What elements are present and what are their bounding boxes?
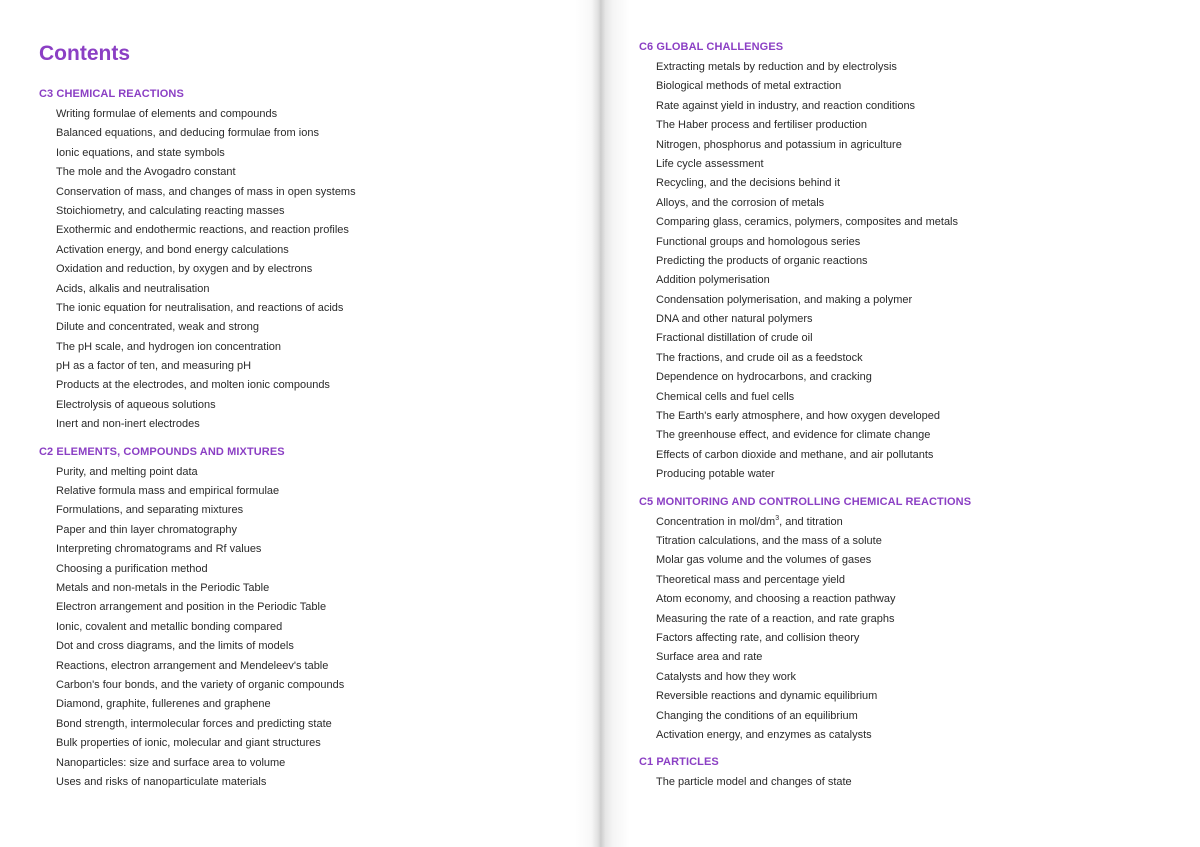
topic-item: Alloys, and the corrosion of metals: [656, 196, 825, 209]
topic-item: Uses and risks of nanoparticulate materials: [56, 775, 267, 788]
topic-list: [639, 58, 1189, 485]
topic-item: Nitrogen, phosphorus and potassium in agriculture: [656, 138, 902, 151]
topic-item: Ionic, covalent and metallic bonding compared: [56, 620, 283, 633]
topic-item: Oxidation and reduction, by oxygen and by electrons: [56, 263, 313, 276]
section-heading: C6 GLOBAL CHALLENGES: [639, 41, 784, 53]
topic-item: Addition polymerisation: [656, 274, 770, 287]
topic-item: Nanoparticles: size and surface area to volume: [56, 756, 286, 769]
topic-item: Dot and cross diagrams, and the limits of models: [56, 640, 294, 653]
topic-list: [39, 463, 579, 793]
topic-item: The greenhouse effect, and evidence for climate change: [656, 429, 931, 442]
section-c5: [639, 494, 1189, 746]
topic-item: Chemical cells and fuel cells: [656, 390, 795, 403]
topic-item: The pH scale, and hydrogen ion concentration: [56, 340, 282, 353]
topic-item: Stoichiometry, and calculating reacting masses: [56, 204, 285, 217]
topic-item: Interpreting chromatograms and Rf values: [56, 543, 262, 556]
topic-item: Conservation of mass, and changes of mass in open systems: [56, 185, 356, 198]
topic-item: Electron arrangement and position in the Periodic Table: [56, 601, 327, 614]
left-sections: [39, 86, 579, 792]
topic-item: Relative formula mass and empirical formulae: [56, 485, 280, 498]
topic-item: DNA and other natural polymers: [656, 313, 813, 326]
topic-list: [639, 513, 1189, 746]
topic-item: Titration calculations, and the mass of a solute: [656, 534, 882, 547]
topic-item: The Earth's early atmosphere, and how oxygen developed: [656, 410, 940, 423]
topic-item: Electrolysis of aqueous solutions: [56, 398, 216, 411]
topic-item: Molar gas volume and the volumes of gases: [656, 554, 872, 567]
topic-item: Reactions, electron arrangement and Mendeleev's table: [56, 659, 329, 672]
topic-item: Theoretical mass and percentage yield: [656, 573, 845, 586]
left-page: [0, 0, 590, 847]
topic-item: Recycling, and the decisions behind it: [656, 177, 841, 190]
section-c1: [639, 754, 1189, 792]
topic-item: Concentration in mol/$dm^3$, and titration: [656, 514, 843, 528]
topic-item: Rate against yield in industry, and reaction conditions: [656, 99, 916, 112]
topic-item: Formulations, and separating mixtures: [56, 504, 244, 517]
section-heading: C5 MONITORING AND CONTROLLING CHEMICAL REACTIONS: [639, 495, 972, 508]
topic-item: Choosing a purification method: [56, 562, 208, 575]
topic-item: Catalysts and how they work: [656, 670, 797, 683]
topic-item: pH as a factor of ten, and measuring pH: [56, 360, 252, 373]
topic-item: Predicting the products of organic reactions: [656, 254, 868, 267]
topic-item: Extracting metals by reduction and by electrolysis: [656, 61, 897, 73]
topic-item: Products at the electrodes, and molten ionic compounds: [56, 379, 330, 392]
right-sections: [639, 39, 1189, 793]
topic-item: Comparing glass, ceramics, polymers, composites and metals: [656, 216, 959, 229]
section-heading: C1 PARTICLES: [639, 756, 719, 769]
topic-item: Exothermic and endothermic reactions, and reaction profiles: [56, 224, 349, 237]
contents-title: Contents: [39, 42, 130, 65]
topic-item: Producing potable water: [656, 468, 775, 481]
topic-item: The ionic equation for neutralisation, and reactions of acids: [56, 301, 344, 314]
topic-item: Reversible reactions and dynamic equilibrium: [656, 690, 878, 703]
topic-item: Activation energy, and enzymes as catalysts: [656, 728, 872, 741]
topic-list: [639, 773, 1189, 792]
section-heading: C3 CHEMICAL REACTIONS: [39, 88, 184, 100]
topic-item: Purity, and melting point data: [56, 465, 198, 478]
topic-item: The Haber process and fertiliser production: [656, 119, 867, 132]
topic-item: Atom economy, and choosing a reaction pathway: [656, 593, 896, 606]
topic-item: Activation energy, and bond energy calculations: [56, 243, 289, 256]
topic-item: Metals and non-metals in the Periodic Table: [56, 581, 270, 594]
right-page: [610, 0, 1200, 847]
topic-item: Effects of carbon dioxide and methane, and air pollutants: [656, 448, 934, 461]
topic-item: Life cycle assessment: [656, 157, 764, 170]
topic-item: Changing the conditions of an equilibrium: [656, 709, 858, 722]
topic-item: The fractions, and crude oil as a feedstock: [656, 351, 863, 364]
topic-item: Dependence on hydrocarbons, and cracking: [656, 371, 872, 384]
topic-item: Paper and thin layer chromatography: [56, 523, 237, 536]
topic-item: Measuring the rate of a reaction, and rate graphs: [656, 612, 895, 625]
section-c6: [639, 39, 1189, 485]
topic-item: Bulk properties of ionic, molecular and giant structures: [56, 737, 321, 750]
topic-item: Functional groups and homologous series: [656, 235, 861, 248]
topic-item: Balanced equations, and deducing formulae from ions: [56, 127, 319, 140]
topic-item: Acids, alkalis and neutralisation: [56, 282, 210, 295]
topic-item: Writing formulae of elements and compounds: [56, 108, 278, 120]
section-c3: [39, 86, 579, 435]
topic-item: Dilute and concentrated, weak and strong: [56, 321, 260, 334]
topic-item: Condensation polymerisation, and making a polymer: [656, 293, 913, 306]
topic-item: Surface area and rate: [656, 651, 763, 664]
topic-item: The mole and the Avogadro constant: [56, 166, 236, 179]
topic-item: Carbon's four bonds, and the variety of organic compounds: [56, 678, 345, 691]
topic-item: Bond strength, intermolecular forces and predicting state: [56, 717, 332, 730]
topic-item: The particle model and changes of state: [656, 776, 852, 789]
topic-list: [39, 105, 579, 435]
topic-item: Ionic equations, and state symbols: [56, 146, 225, 159]
section-c2: [39, 444, 579, 793]
topic-item: Biological methods of metal extraction: [656, 80, 842, 93]
section-heading: C2 ELEMENTS, COMPOUNDS AND MIXTURES: [39, 445, 285, 458]
topic-item: Factors affecting rate, and collision theory: [656, 631, 860, 644]
topic-item: Diamond, graphite, fullerenes and graphene: [56, 698, 271, 711]
topic-item: Inert and non-inert electrodes: [56, 418, 200, 431]
topic-item: Fractional distillation of crude oil: [656, 332, 813, 345]
